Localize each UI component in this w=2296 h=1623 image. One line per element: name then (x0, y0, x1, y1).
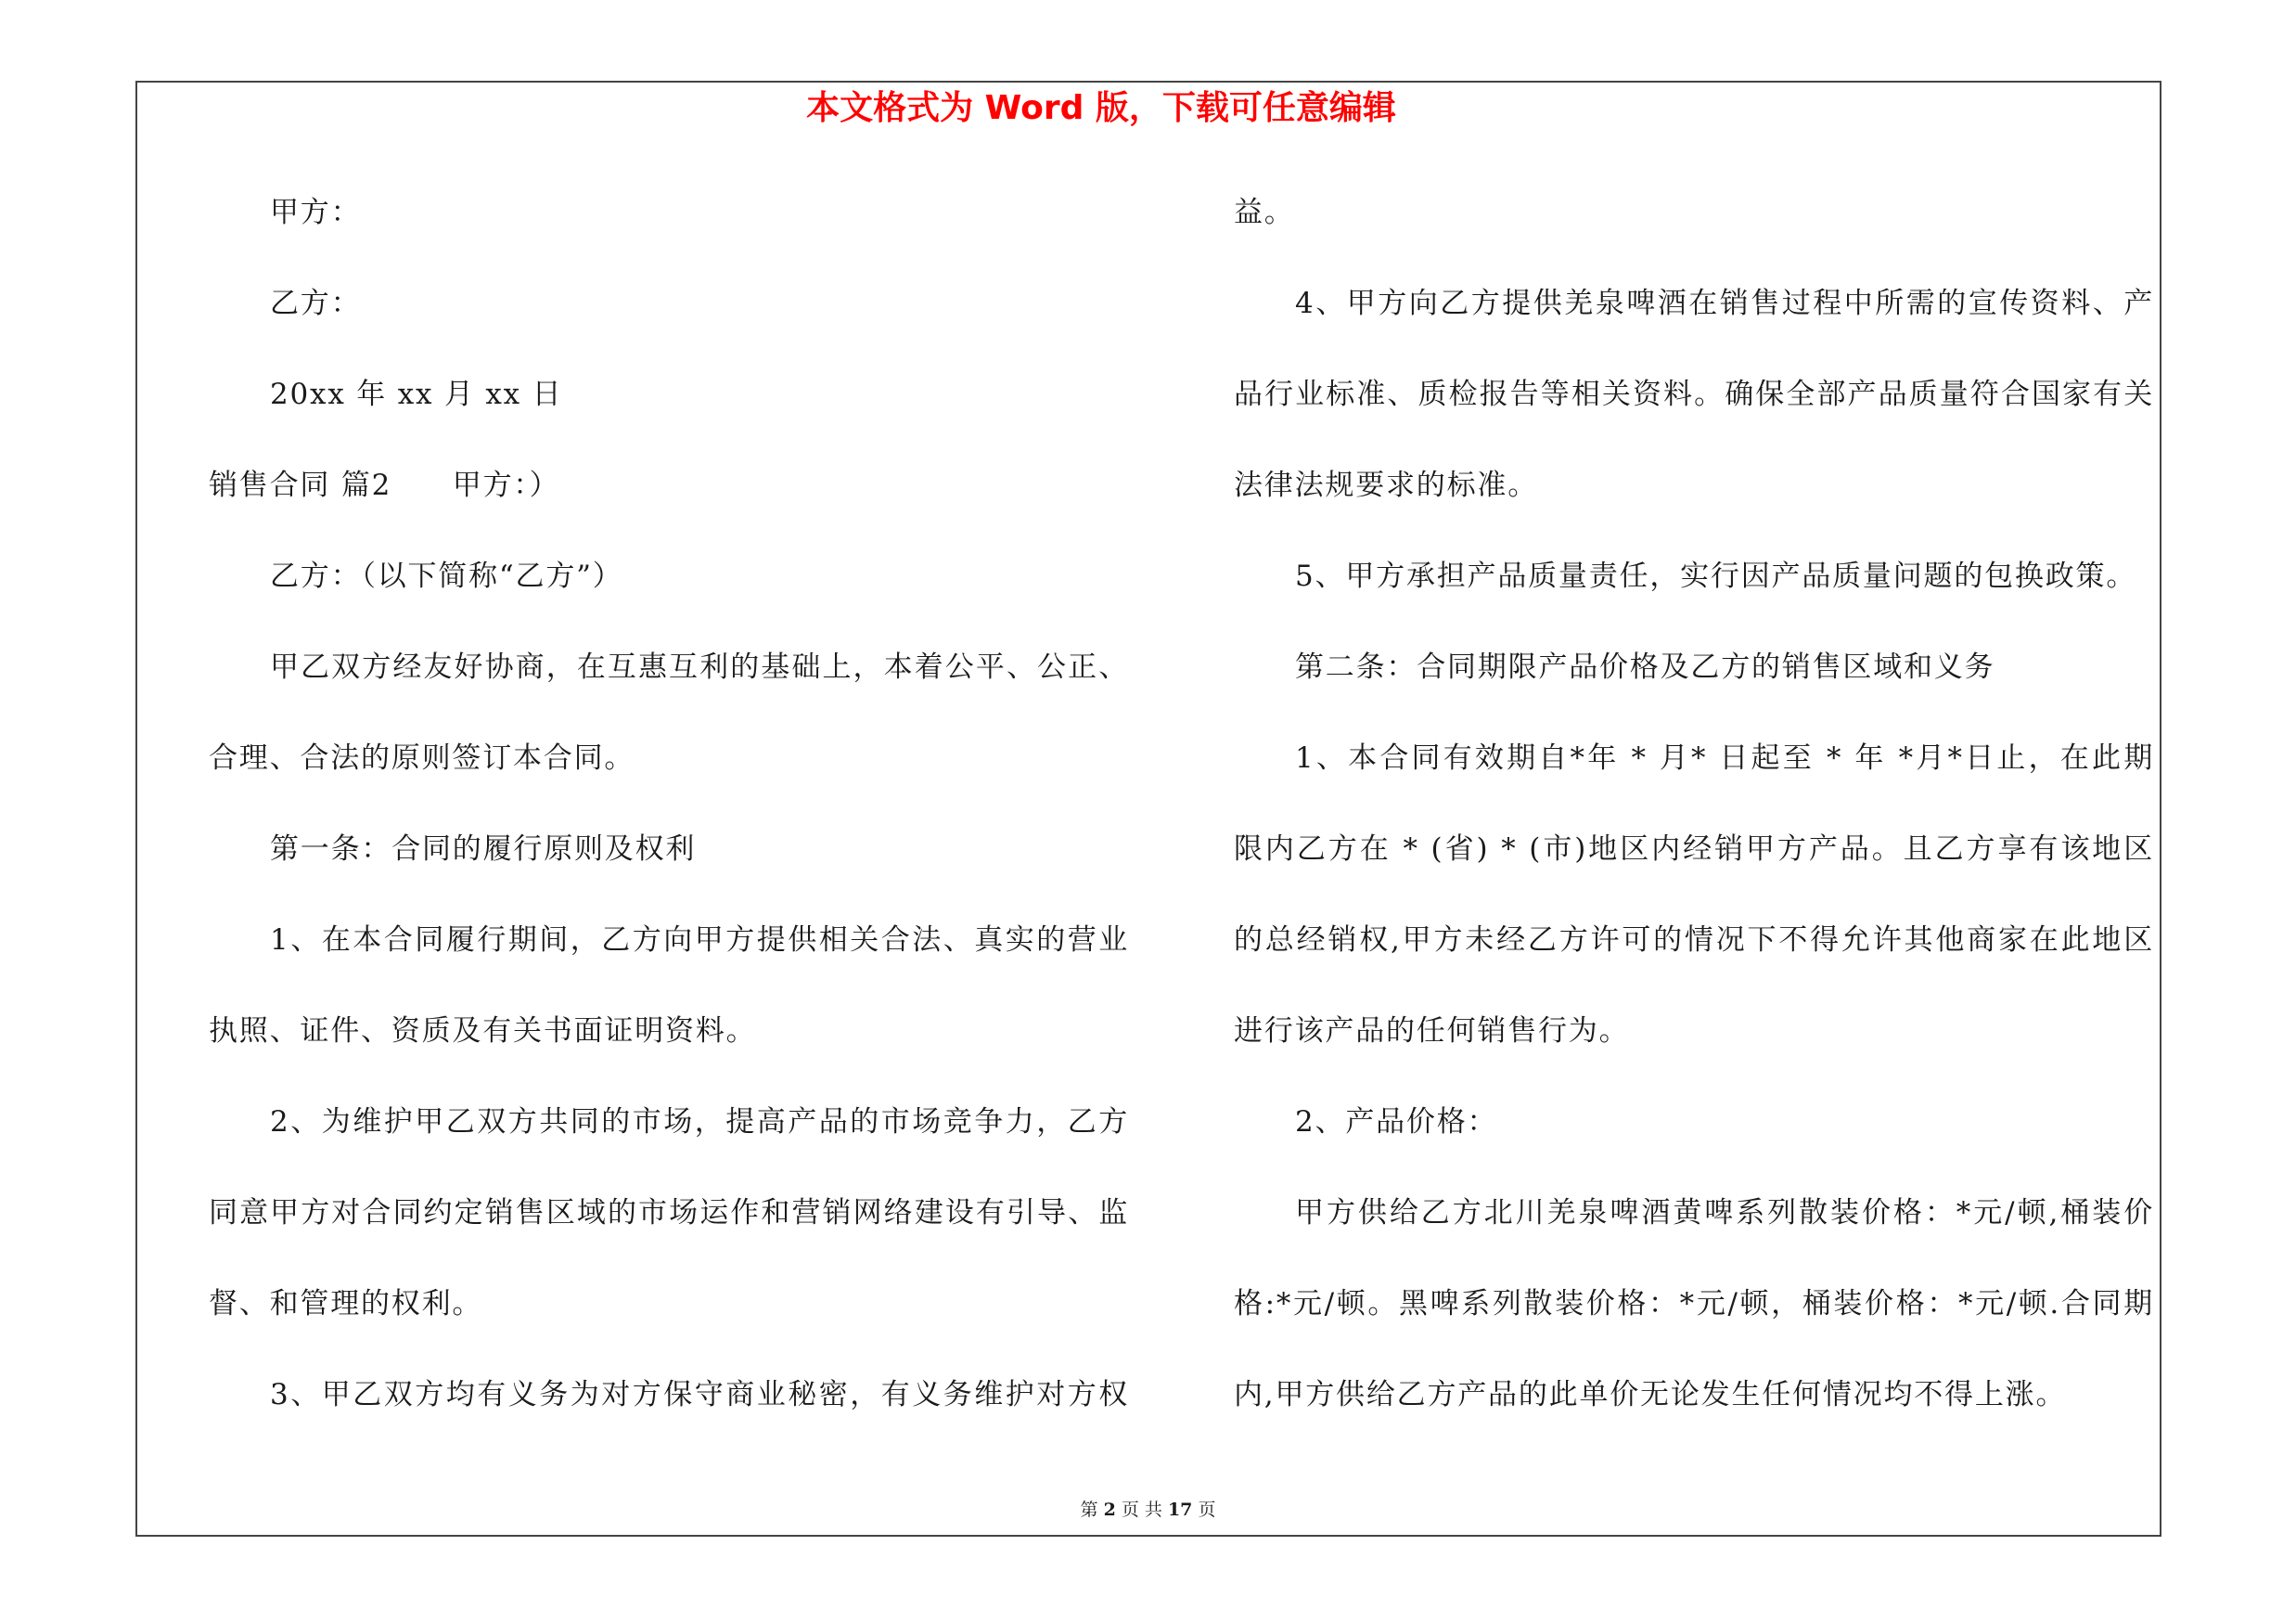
party-b-definition-line: 乙方：（以下简称“乙方”） (270, 560, 623, 593)
article-1-item-1-line: 1、在本合同履行期间，乙方向甲方提供相关合法、真实的营业 (270, 923, 1129, 957)
article-2-heading: 第二条：合同期限产品价格及乙方的销售区域和义务 (1295, 650, 1995, 684)
right-column (1234, 167, 2154, 1440)
article-1-item-2-line: 2、为维护甲乙双方共同的市场，提高产品的市场竞争力，乙方 (270, 1105, 1129, 1139)
article-2-item-1-line: 的总经销权,甲方未经乙方许可的情况下不得允许其他商家在此地区 (1234, 923, 2154, 957)
article-2-item-2-line: 内,甲方供给乙方产品的此单价无论发生任何情况均不得上涨。 (1234, 1378, 2067, 1411)
current-page-number: 2 (1103, 1500, 1116, 1520)
page-number-middle: 页 共 (1121, 1500, 1162, 1520)
article-1-item-3-line: 3、甲乙双方均有义务为对方保守商业秘密，有义务维护对方权 (270, 1378, 1129, 1411)
article-2-item-2-line: 格:*元/顿。黑啤系列散装价格：*元/顿，桶装价格：*元/顿.合同期 (1234, 1287, 2154, 1320)
article-2-item-2-line: 甲方供给乙方北川羌泉啤酒黄啤系列散装价格：*元/顿,桶装价 (1295, 1196, 2154, 1230)
page-number-suffix: 页 (1198, 1500, 1216, 1520)
article-2-item-1-line: 进行该产品的任何销售行为。 (1234, 1014, 1630, 1048)
party-b-line: 乙方： (270, 287, 362, 320)
article-1-item-4-line: 法律法规要求的标准。 (1234, 469, 1538, 502)
format-notice-banner: 本文格式为 Word 版，下载可任意编辑 (806, 89, 1396, 127)
article-1-item-1-line: 执照、证件、资质及有关书面证明资料。 (209, 1014, 757, 1048)
article-2-item-2-heading: 2、产品价格： (1295, 1105, 1498, 1139)
article-2-item-1-line: 限内乙方在 * (省) * (市)地区内经销甲方产品。且乙方享有该地区 (1234, 832, 2154, 866)
page-number (0, 1496, 2296, 1524)
article-1-heading: 第一条：合同的履行原则及权利 (270, 832, 697, 866)
preamble-line: 合理、合法的原则签订本合同。 (209, 741, 635, 775)
article-2-item-1-line: 1、本合同有效期自*年 * 月* 日起至 * 年 *月*日止，在此期 (1295, 741, 2154, 775)
article-1-item-5-line: 5、甲方承担产品质量责任，实行因产品质量问题的包换政策。 (1295, 560, 2137, 593)
article-1-item-3-line: 益。 (1234, 196, 1295, 229)
date-line: 20xx 年 xx 月 xx 日 (270, 378, 563, 411)
preamble-line: 甲乙双方经友好协商，在互惠互利的基础上，本着公平、公正、 (270, 650, 1129, 684)
total-page-count: 17 (1167, 1500, 1193, 1520)
left-column (209, 167, 1129, 1440)
article-1-item-2-line: 督、和管理的权利。 (209, 1287, 483, 1320)
contract-heading: 销售合同 篇2 甲方：） (209, 469, 560, 502)
party-a-line: 甲方： (270, 196, 362, 229)
article-1-item-2-line: 同意甲方对合同约定销售区域的市场运作和营销网络建设有引导、监 (209, 1196, 1129, 1230)
article-1-item-4-line: 4、甲方向乙方提供羌泉啤酒在销售过程中所需的宣传资料、产 (1295, 287, 2154, 320)
page-number-prefix: 第 (1080, 1500, 1098, 1520)
article-1-item-4-line: 品行业标准、质检报告等相关资料。确保全部产品质量符合国家有关 (1234, 378, 2154, 411)
